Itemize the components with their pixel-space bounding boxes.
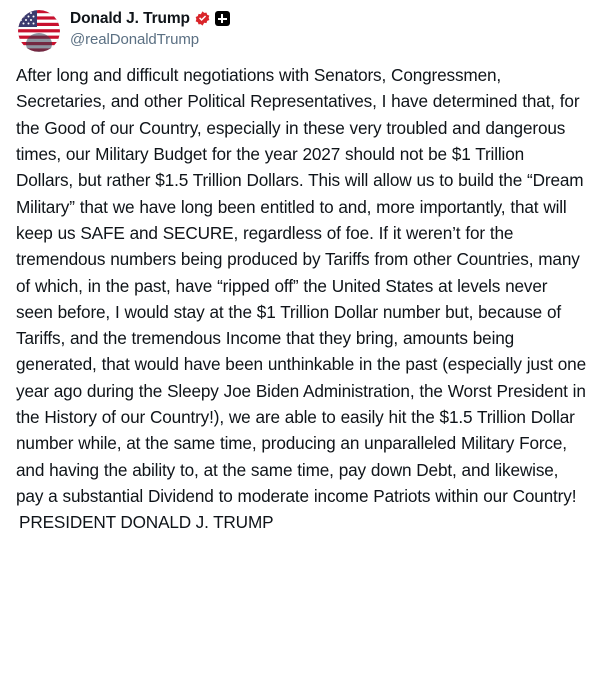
plus-badge-icon[interactable] — [215, 11, 230, 26]
avatar[interactable] — [18, 10, 60, 52]
author-identity — [70, 10, 230, 48]
author-display-name[interactable]: Donald J. Trump — [70, 10, 190, 27]
post-body-text: After long and difficult negotiations with Senators, Congressmen, Secretaries, and other Political Representatives, I have determined that, for the Good of our Country, especially in these very troubled and dangerous times, our Military Budget for the year 2027 should not be $1 Trillion Dollars, but rather $1.5 Trillion Dollars. This will allow us to build the “Dream Military” that we have long been entitled to and, more importantly, that will keep us SAFE and SECURE, regardless of foe. If it weren’t for the tremendous numbers being produced by Tariffs from other Countries, many of which, in the past, have “ripped off” the United States at levels never seen before, I would stay at the $1 Trillion Dollar number but, because of Tariffs, and the tremendous Income that they bring, amounts being generated, that would have been unthinkable in the past (especially just one year ago during the Sleepy Joe Biden Administration, the Worst President in the History of our Country!), we are able to easily hit the $1.5 Trillion Dollar number while, at the same time, producing an unparalleled Military Force, and having the ability to, at the same time, pay down Debt, and likewise, pay a substantial Dividend to moderate income Patriots within our Country! — [16, 65, 586, 506]
name-row — [70, 11, 230, 27]
american-flag-avatar-icon — [18, 10, 60, 52]
post-header — [14, 10, 588, 52]
post-signature: PRESIDENT DONALD J. TRUMP — [19, 512, 274, 533]
verified-check-icon — [195, 11, 210, 26]
author-handle[interactable]: @realDonaldTrump — [70, 30, 199, 48]
